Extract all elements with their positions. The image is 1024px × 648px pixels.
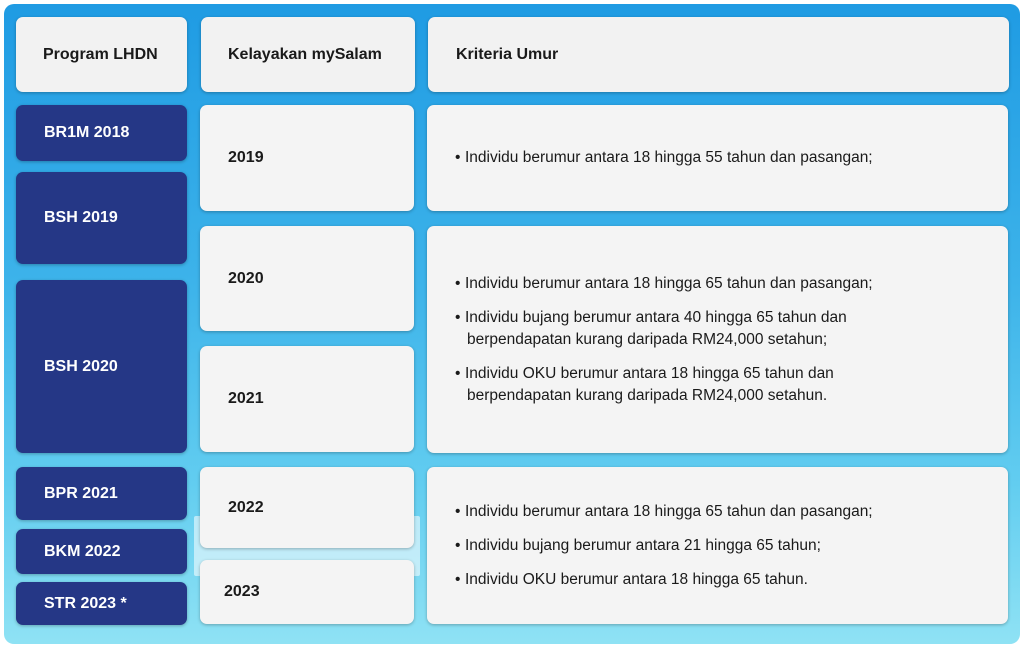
criteria-item [455, 273, 988, 295]
header-program [16, 17, 187, 92]
criteria-line: • Individu berumur antara 18 hingga 65 tahun dan pasangan; [465, 274, 873, 292]
year-label: 2019 [228, 149, 264, 166]
program-bpr-2021 [16, 467, 187, 520]
criteria-line: • Individu OKU berumur antara 18 hingga 65 tahun. [465, 570, 808, 588]
header-eligibility [201, 17, 415, 92]
table-panel [4, 4, 1020, 644]
program-br1m-2018 [16, 105, 187, 161]
year-2022 [200, 467, 414, 548]
year-2019 [200, 105, 414, 211]
criteria-line: • Individu bujang berumur antara 40 hingga 65 tahun dan [465, 308, 847, 326]
criteria-item [455, 501, 988, 523]
year-label: 2021 [228, 390, 264, 407]
header-program-label: Program LHDN [43, 45, 158, 63]
criteria-item [455, 569, 988, 591]
program-label: BKM 2022 [44, 542, 121, 560]
criteria-item [455, 147, 988, 169]
criteria-2020-2021 [427, 226, 1008, 453]
header-criteria [428, 17, 1009, 92]
criteria-line: • Individu berumur antara 18 hingga 65 tahun dan pasangan; [465, 502, 873, 520]
year-2023 [200, 560, 414, 624]
criteria-line: • Individu berumur antara 18 hingga 55 tahun dan pasangan; [465, 149, 873, 166]
criteria-2019 [427, 105, 1008, 211]
program-label: BPR 2021 [44, 484, 118, 502]
program-label: STR 2023 * [44, 594, 127, 612]
criteria-item [455, 363, 988, 407]
year-label: 2023 [224, 583, 260, 600]
year-label: 2020 [228, 269, 264, 287]
program-label: BSH 2020 [44, 357, 118, 375]
criteria-line: berpendapatan kurang daripada RM24,000 setahun. [467, 386, 828, 404]
program-bsh-2019 [16, 172, 187, 264]
program-label: BR1M 2018 [44, 124, 130, 141]
header-eligibility-label: Kelayakan mySalam [228, 45, 382, 63]
criteria-line: • Individu bujang berumur antara 21 hingga 65 tahun; [465, 536, 821, 554]
criteria-line: • Individu OKU berumur antara 18 hingga 65 tahun dan [465, 364, 834, 382]
program-bkm-2022 [16, 529, 187, 574]
year-2020 [200, 226, 414, 331]
criteria-item [455, 307, 988, 351]
program-bsh-2020 [16, 280, 187, 453]
criteria-line: berpendapatan kurang daripada RM24,000 setahun; [467, 330, 828, 348]
program-str-2023 [16, 582, 187, 625]
year-2021 [200, 346, 414, 452]
header-criteria-label: Kriteria Umur [456, 45, 559, 63]
year-label: 2022 [228, 498, 264, 516]
criteria-2022-2023 [427, 467, 1008, 624]
criteria-item [455, 535, 988, 557]
program-label: BSH 2019 [44, 209, 118, 226]
